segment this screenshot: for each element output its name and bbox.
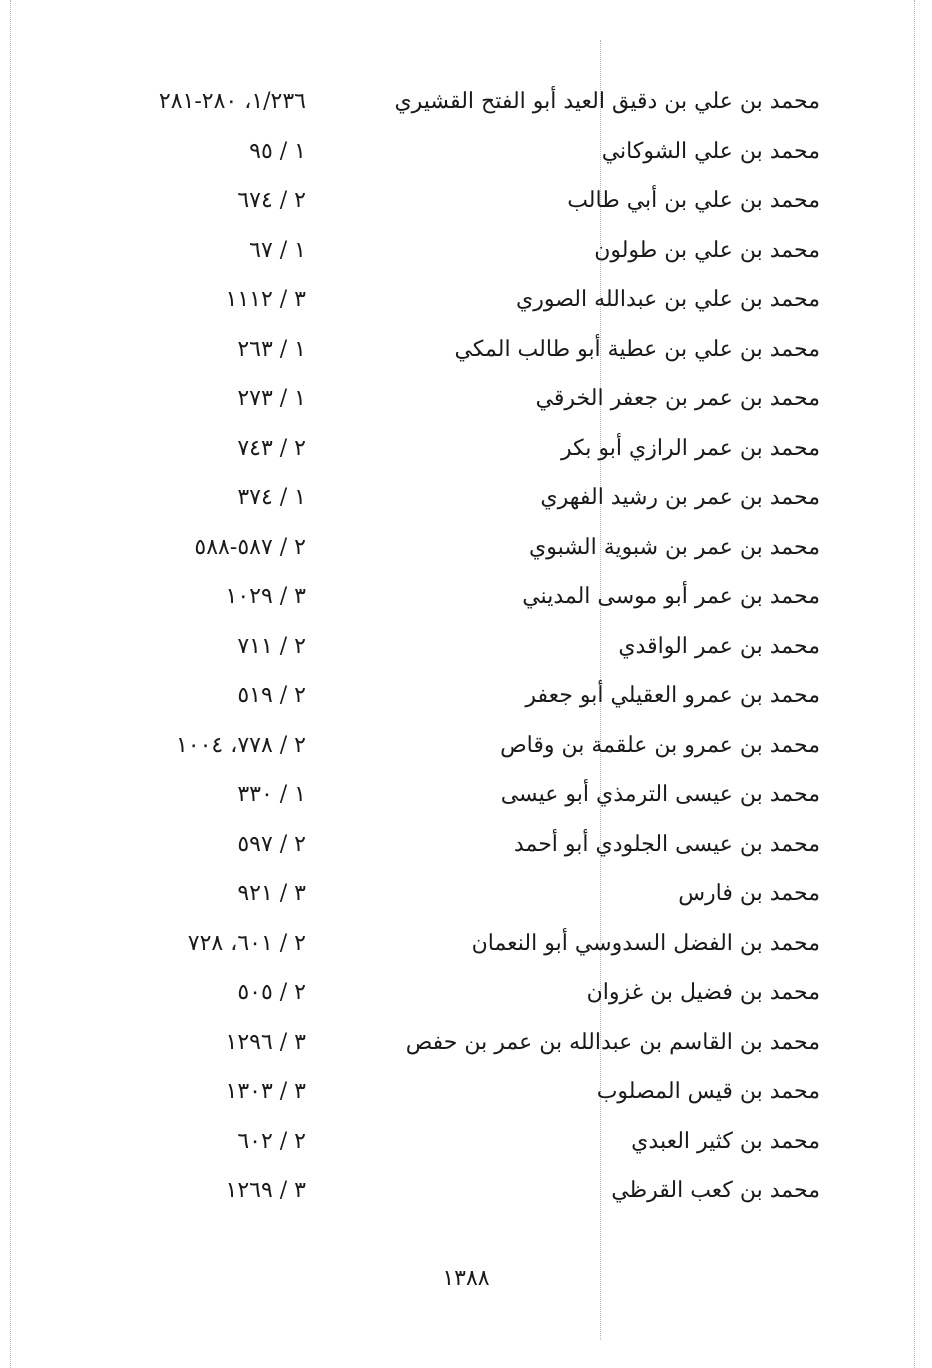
entry-name: محمد بن عمرو بن علقمة بن وقاص xyxy=(500,732,820,758)
index-entry xyxy=(0,232,932,282)
index-entry xyxy=(0,1123,932,1173)
index-entry xyxy=(0,331,932,381)
entry-name: محمد بن عيسى الترمذي أبو عيسى xyxy=(500,782,820,807)
index-entry xyxy=(0,727,932,777)
entry-reference: ١ / ٢٦٣ xyxy=(237,336,306,362)
entry-reference: ١ / ٣٧٤ xyxy=(237,485,306,510)
entry-name: محمد بن علي بن طولون xyxy=(594,237,820,263)
entry-reference: ١ / ٩٥ xyxy=(249,138,306,164)
entry-reference: ٢ / ٥٨٧-٥٨٨ xyxy=(194,534,306,560)
index-entry xyxy=(0,182,932,232)
index-entry xyxy=(0,1172,932,1222)
entry-reference: ٢ / ٦٧٤ xyxy=(237,188,306,213)
entry-reference: ١ / ٢٧٣ xyxy=(237,386,306,411)
index-entry xyxy=(0,925,932,975)
entry-reference: ٣ / ١٠٢٩ xyxy=(225,584,306,609)
entry-name: محمد بن عمر بن جعفر الخرقي xyxy=(535,386,820,411)
entry-name: محمد بن علي الشوكاني xyxy=(601,138,820,164)
entry-reference: ١ / ٣٣٠ xyxy=(237,782,306,807)
index-entry xyxy=(0,677,932,727)
index-entry xyxy=(0,380,932,430)
entry-name: محمد بن علي بن دقيق العيد أبو الفتح القشيري xyxy=(394,89,820,114)
index-entries-list xyxy=(0,83,932,1222)
index-entry xyxy=(0,529,932,579)
entry-reference: ٣ / ١١١٢ xyxy=(225,287,306,312)
index-entry xyxy=(0,776,932,826)
entry-name: محمد بن عيسى الجلودي أبو أحمد xyxy=(513,831,820,857)
entry-name: محمد بن قيس المصلوب xyxy=(596,1079,820,1104)
entry-name: محمد بن فارس xyxy=(678,881,820,906)
entry-name: محمد بن علي بن عطية أبو طالب المكي xyxy=(454,336,820,362)
index-entry xyxy=(0,430,932,480)
entry-name: محمد بن عمر أبو موسى المديني xyxy=(522,584,820,609)
entry-name: محمد بن كعب القرظي xyxy=(611,1178,820,1203)
entry-reference: ٣ / ١٢٦٩ xyxy=(225,1178,306,1203)
index-entry xyxy=(0,281,932,331)
entry-reference: ٢ / ٥١٩ xyxy=(237,683,306,708)
index-entry xyxy=(0,826,932,876)
entry-reference: ١/٢٣٦، ٢٨٠-٢٨١ xyxy=(158,89,306,114)
entry-name: محمد بن عمرو العقيلي أبو جعفر xyxy=(525,683,820,708)
entry-reference: ١ / ٦٧ xyxy=(249,237,306,263)
index-entry xyxy=(0,875,932,925)
index-entry xyxy=(0,628,932,678)
entry-name: محمد بن عمر الرازي أبو بكر xyxy=(561,435,820,461)
entry-reference: ٢ / ٦٠١، ٧٢٨ xyxy=(187,930,306,956)
entry-name: محمد بن الفضل السدوسي أبو النعمان xyxy=(471,930,820,956)
index-entry xyxy=(0,1073,932,1123)
entry-reference: ٣ / ١٣٠٣ xyxy=(225,1079,306,1104)
entry-name: محمد بن علي بن عبدالله الصوري xyxy=(515,287,820,312)
entry-reference: ٢ / ٧١١ xyxy=(237,633,306,659)
entry-name: محمد بن كثير العبدي xyxy=(631,1128,820,1154)
entry-name: محمد بن عمر بن شبوية الشبوي xyxy=(529,534,820,560)
entry-name: محمد بن فضيل بن غزوان xyxy=(586,980,820,1005)
entry-reference: ٢ / ٥٠٥ xyxy=(237,980,306,1005)
entry-reference: ٢ / ٧٤٣ xyxy=(237,435,306,461)
index-entry xyxy=(0,479,932,529)
index-entry xyxy=(0,974,932,1024)
entry-name: محمد بن علي بن أبي طالب xyxy=(567,188,820,213)
index-entry xyxy=(0,1024,932,1074)
entry-name: محمد بن عمر الواقدي xyxy=(618,633,820,659)
entry-reference: ٣ / ١٢٩٦ xyxy=(225,1029,306,1055)
page-number: ١٣٨٨ xyxy=(442,1266,490,1291)
entry-reference: ٢ / ٧٧٨، ١٠٠٤ xyxy=(175,732,306,758)
entry-name: محمد بن عمر بن رشيد الفهري xyxy=(540,485,820,510)
entry-name: محمد بن القاسم بن عبدالله بن عمر بن حفص xyxy=(405,1029,820,1055)
entry-reference: ٣ / ٩٢١ xyxy=(237,881,306,906)
entry-reference: ٢ / ٦٠٢ xyxy=(237,1128,306,1154)
index-entry xyxy=(0,578,932,628)
entry-reference: ٢ / ٥٩٧ xyxy=(237,831,306,857)
index-entry xyxy=(0,83,932,133)
index-entry xyxy=(0,133,932,183)
